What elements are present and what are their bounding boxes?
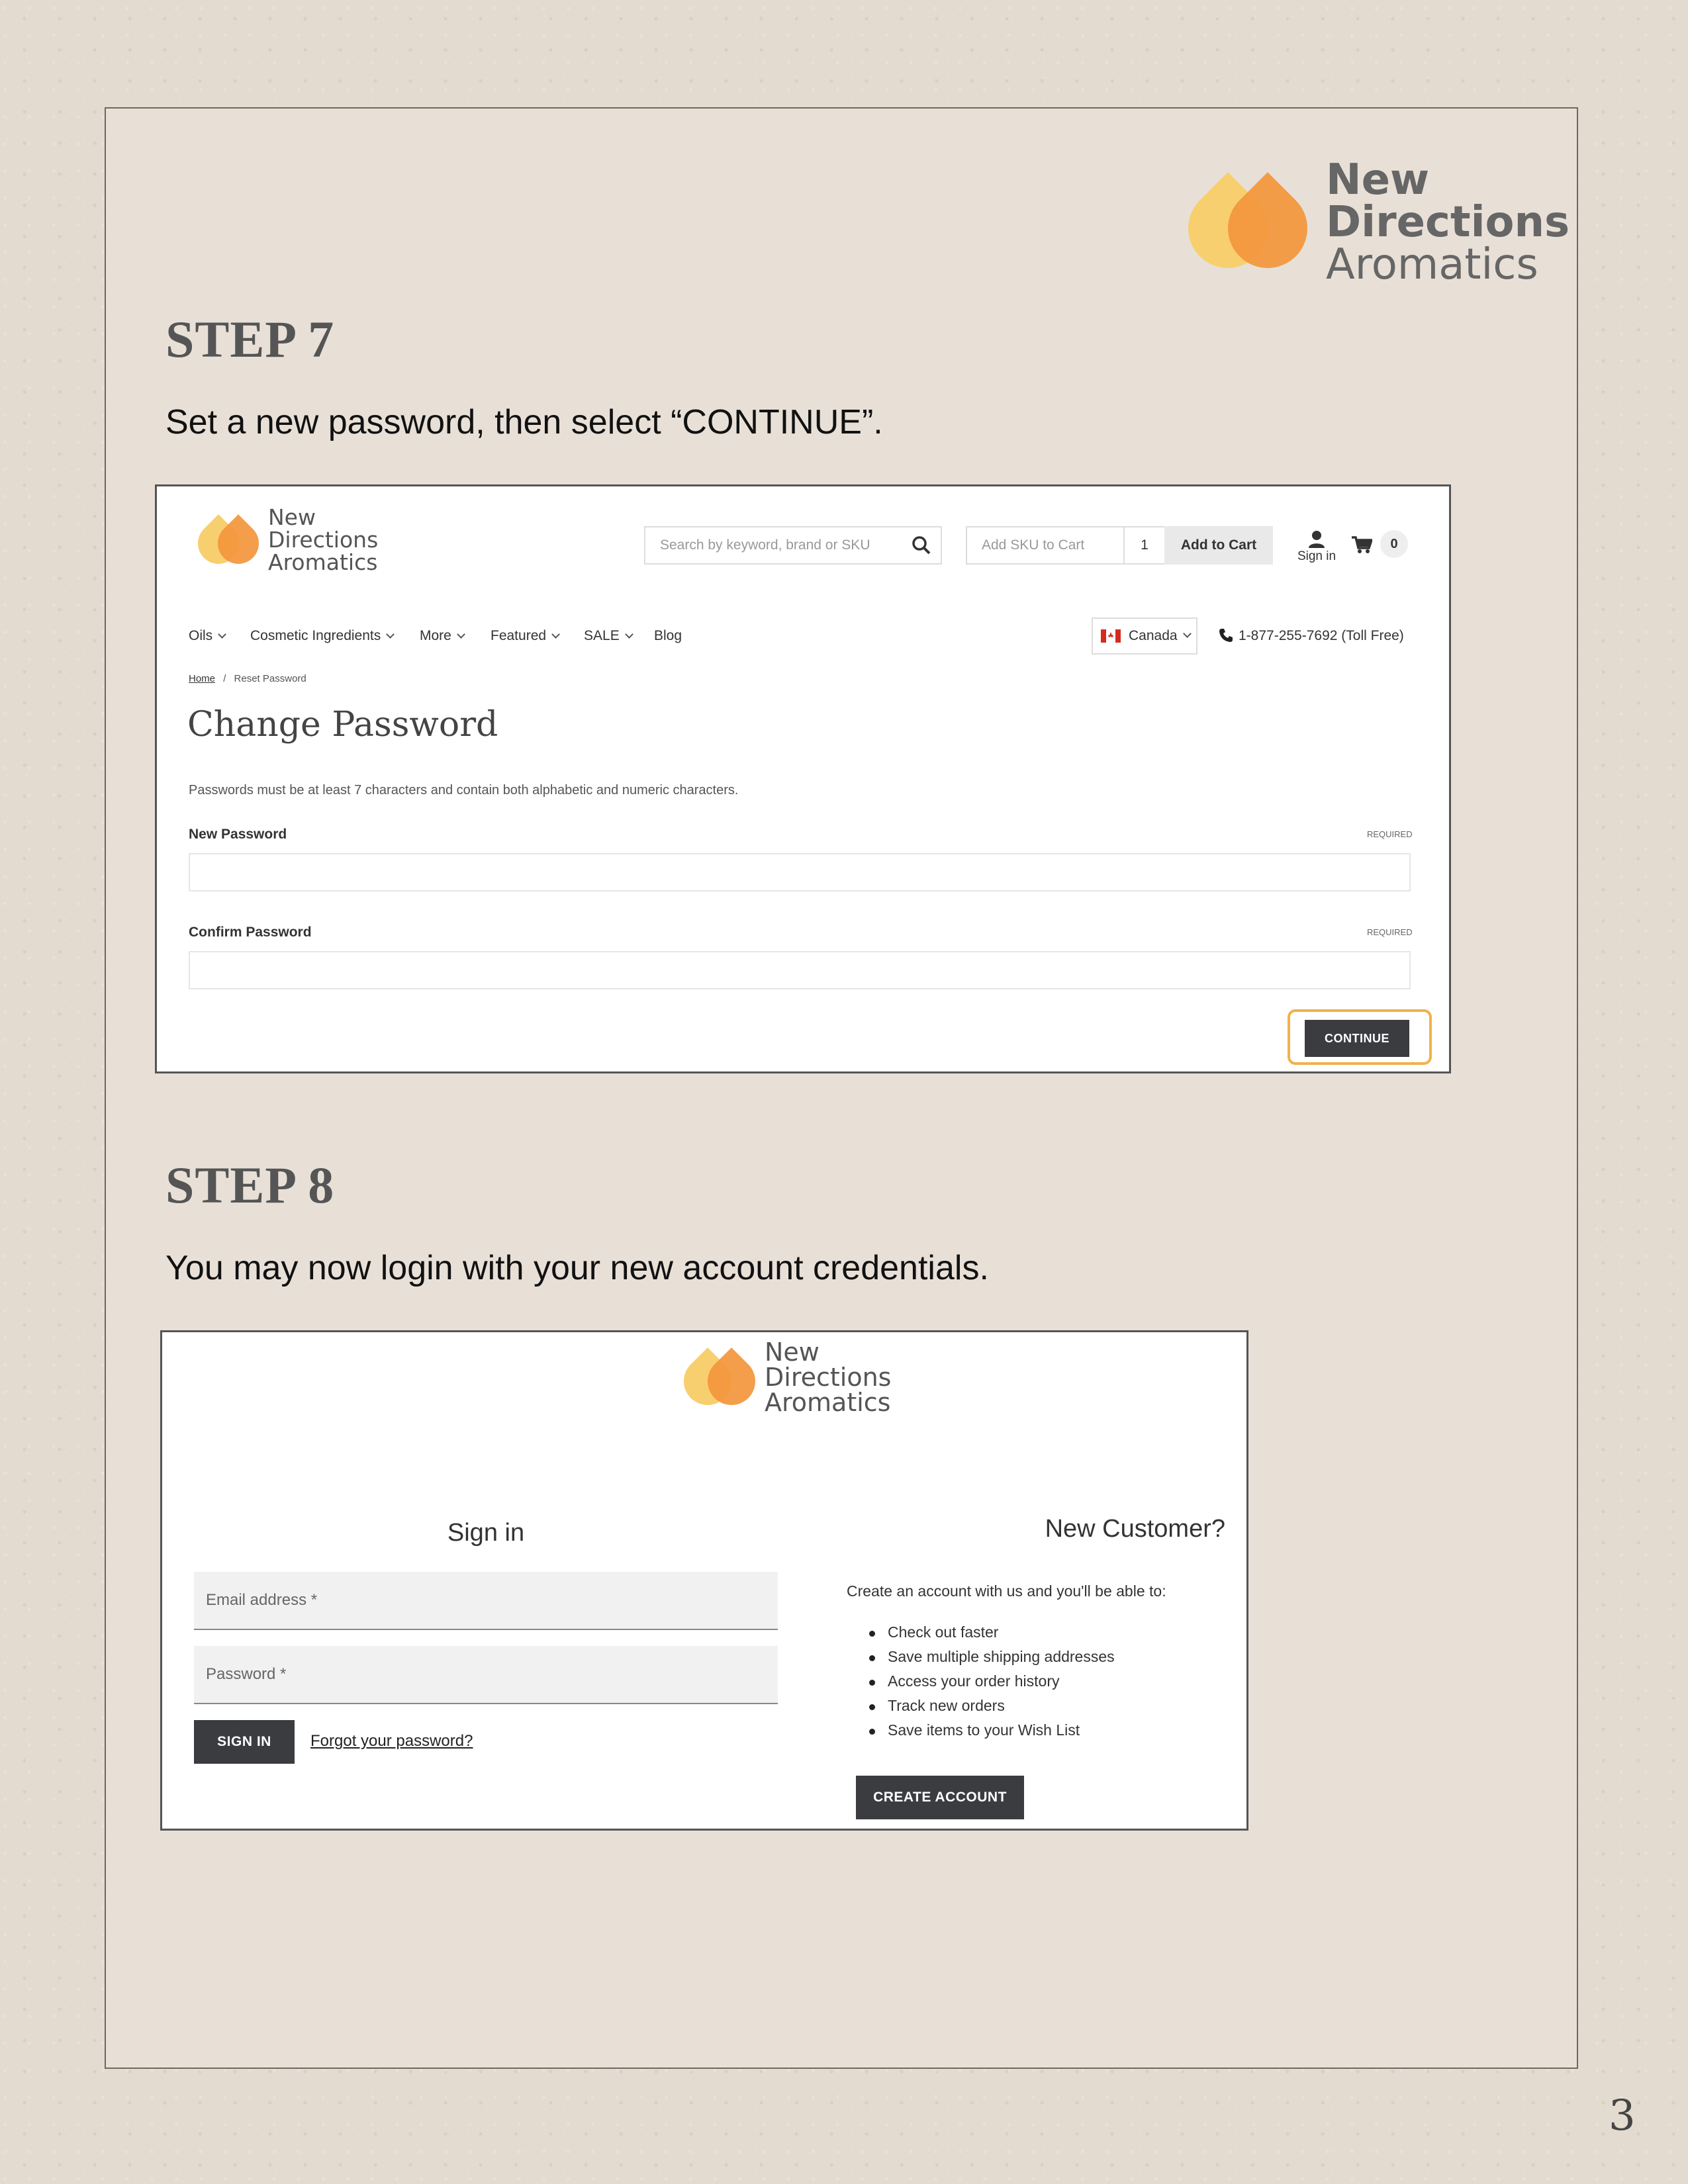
phone-icon [1219,628,1233,643]
chevron-down-icon [625,630,633,639]
cart-count-badge [1380,530,1408,558]
page-title: Change Password [187,705,498,745]
password-field[interactable] [194,1646,778,1704]
list-item: Check out faster [888,1623,999,1641]
forgot-password-link[interactable]: Forgot your password? [310,1732,473,1750]
site-logo-line3: Aromatics [765,1388,891,1417]
canada-flag-icon [1101,629,1121,643]
list-item: Save items to your Wish List [888,1721,1080,1739]
nav-oils-label: Oils [189,628,213,643]
drops-icon [1182,159,1321,285]
breadcrumb-current: Reset Password [234,673,306,684]
cart-icon[interactable] [1351,535,1372,554]
list-item: Access your order history [888,1672,1060,1690]
continue-button[interactable]: CONTINUE [1305,1020,1409,1057]
list-item: Save multiple shipping addresses [888,1648,1115,1665]
chevron-down-icon [218,630,226,639]
brand-line2: Directions [1326,198,1570,247]
cart-count: 0 [1390,536,1398,551]
new-customer-intro: Create an account with us and you'll be able to: [847,1582,1166,1600]
breadcrumb-separator: / [223,673,226,684]
site-logo-line1: New [268,504,316,530]
nav-cosmetic-ingredients[interactable] [250,628,393,644]
breadcrumb [189,673,306,684]
site-logo-line3: Aromatics [268,549,378,575]
new-password-required: REQUIRED [1367,829,1413,839]
step7-title: STEP 7 [165,310,335,368]
confirm-password-label: Confirm Password [189,925,312,940]
site-logo-line1: New [765,1338,820,1367]
sku-input[interactable] [966,526,1125,565]
site-logo-line2: Directions [268,527,379,553]
chevron-down-icon [1183,629,1192,638]
step7-screenshot [155,484,1451,1073]
sign-in-button[interactable]: SIGN IN [194,1720,295,1764]
site-logo[interactable] [680,1339,891,1416]
password-placeholder: Password * [206,1665,287,1683]
nav-featured[interactable] [491,628,559,644]
sku-placeholder: Add SKU to Cart [982,537,1085,553]
confirm-password-required: REQUIRED [1367,927,1413,937]
search-icon[interactable] [912,535,931,555]
chevron-down-icon [386,630,395,639]
chevron-down-icon [457,630,465,639]
brand-logo [1182,156,1570,289]
drops-icon [194,507,268,573]
page-number: 3 [1609,2091,1636,2140]
brand-line3: Aromatics [1326,240,1538,289]
site-logo[interactable] [194,506,378,574]
new-customer-heading: New Customer? [1045,1515,1225,1543]
step8-screenshot [160,1330,1248,1831]
country-label: Canada [1129,628,1178,643]
qty-input[interactable] [1123,526,1166,565]
add-to-cart-label: Add to Cart [1180,537,1257,553]
confirm-password-field[interactable] [189,951,1411,989]
user-icon [1308,530,1325,549]
phone-number[interactable]: 1-877-255-7692 (Toll Free) [1239,628,1404,643]
nav-blog[interactable] [654,628,682,644]
list-item: Track new orders [888,1697,1005,1714]
nav-cosmetic-label: Cosmetic Ingredients [250,628,381,643]
sign-in-link[interactable] [1290,530,1343,564]
email-field[interactable] [194,1572,778,1630]
nav-sale[interactable] [584,628,632,644]
sign-in-label: Sign in [1297,549,1336,563]
new-password-field[interactable] [189,853,1411,891]
search-placeholder: Search by keyword, brand or SKU [660,537,870,553]
qty-value: 1 [1141,537,1149,553]
add-to-cart-button[interactable] [1164,526,1273,565]
nav-more-label: More [420,628,451,643]
chevron-down-icon [551,630,560,639]
country-selector[interactable] [1092,617,1197,655]
nav-oils[interactable] [189,628,225,644]
nav-blog-label: Blog [654,628,682,643]
password-note: Passwords must be at least 7 characters and contain both alphabetic and numeric characters. [189,783,739,797]
drops-icon [680,1339,765,1416]
create-account-button[interactable]: CREATE ACCOUNT [856,1776,1024,1819]
nav-featured-label: Featured [491,628,547,643]
nav-more[interactable] [420,628,464,644]
new-password-label: New Password [189,827,287,842]
step8-title: STEP 8 [165,1156,335,1214]
site-logo-line2: Directions [765,1363,892,1392]
email-placeholder: Email address * [206,1591,318,1609]
nav-sale-label: SALE [584,628,620,643]
step7-description: Set a new password, then select “CONTINUE”. [165,403,883,441]
breadcrumb-home[interactable]: Home [189,673,216,684]
search-input[interactable] [644,526,942,565]
sign-in-heading: Sign in [447,1519,525,1547]
brand-line1: New [1326,156,1430,205]
step8-description: You may now login with your new account credentials. [165,1249,989,1287]
